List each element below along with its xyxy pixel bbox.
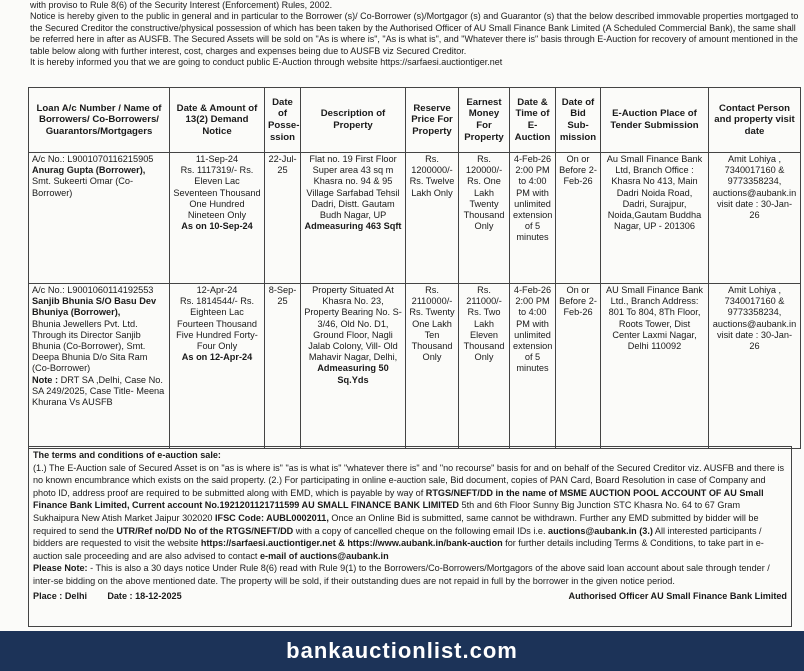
property-area: Admeasuring 463 Sqft [304,221,402,232]
terms-address: 5th and 6th Floor Sunny Big Junction STC Khasra No. 64 to 67 Gram Sukhaipura New Atish Market Jaipur 302020 [33,500,741,523]
earnest-money: Rs. 211000/- Rs. Two Lakh Eleven Thousand Only [459,284,510,449]
possession-date: 8-Sep-25 [265,284,301,449]
account-number: A/c No.: L9001070116215905 [32,154,154,164]
auction-time: 4-Feb-26 2:00 PM to 4:00 PM with unlimited extension of 5 minutes [510,153,556,284]
terms-part-a: (1.) The E-Auction sale of Secured Asset is on "as is where is" "as is what is" "whatever there is" and "no recourse" basis for and on behalf of the Secured Creditor viz. AUSFB and there is no known encumbrance which exists on the said property. (2.) For participating in online e-auction sale, Bid document, copies of PAN Card, Board Resolution in case of Company and photo ID, address proof are required to be submitted along with EMD, which is payable by way of [33,462,784,498]
contact-person: Amit Lohiya , 7340017160 & 9773358234, auctions@aubank.in visit date : 30-Jan-26 [709,153,801,284]
case-note [32,375,166,409]
header-bid: Date of Bid Sub-mission [556,88,601,153]
please-note-text: - This is also a 30 days notice Under Rule 8(6) read with Rule 9(1) to the Borrowers/Co-Borrowers/Mortgagors of the above said loan account about sale through tender / inter-se bidding on the above mentioned date. The property will be sold, if their outstanding dues are not repaid in full by the borrower in the given notice period. [33,563,770,586]
loan-cell [29,153,170,284]
table-header-row [29,88,801,153]
terms-websites: https://sarfaesi.auctiontiger.net & https://www.aubank.in/bank-auction [200,538,503,549]
please-note [33,562,787,587]
terms-part-i: All interested participants / bidders are requested to visit the website [33,525,762,549]
header-description: Description of Property [301,88,406,153]
terms-ifsc: IFSC Code: AUBL0002011, [214,512,329,523]
terms-utr: UTR/Ref no/DD No of the RTGS/NEFT/DD [116,525,294,536]
terms-title: The terms and conditions of e-auction sale: [33,450,221,460]
terms-email: auctions@aubank.in (3.) [548,525,653,536]
property-area: Admeasuring 50 Sq.Yds [317,363,389,385]
header-reserve: Reserve Price For Property [406,88,459,153]
terms-contact-email: e-mail of auctions@aubank.in [260,550,389,561]
terms-part-g: with a copy of cancelled cheque on the following email IDs i.e. [295,525,546,536]
terms-section [28,446,792,627]
auction-place: Au Small Finance Bank Ltd, Branch Office : Khasra No 413, Main Dadri Noida Road, Dadri, Surajpur, Noida,Gautam Buddha Nagar, UP - 201306 [601,153,709,284]
date-label: Date : 18-12-2025 [107,590,182,601]
terms-part-e: Once an Online Bid is submitted, same cannot be withdrawn. Further any EMD submitted by bidder will be required to send the [33,512,759,536]
header-emd: Earnest Money For Property [459,88,510,153]
demand-cell [170,284,265,449]
demand-amount: Rs. 1117319/- Rs. Eleven Lac Seventeen Thousand One Hundred Nineteen Only [173,165,261,221]
authorised-officer: Authorised Officer AU Small Finance Bank Limited [568,590,787,601]
place-date [33,590,182,603]
notice-intro [30,0,800,68]
signature-row [33,590,787,603]
intro-proviso: with proviso to Rule 8(6) of the Security Interest (Enforcement) Rules, 2002. [30,0,333,10]
description-cell [301,284,406,449]
table-row [29,284,801,449]
borrower-name: Sanjib Bhunia S/O Basu Dev Bhuniya (Borrower), [32,296,157,318]
case-note-label: Note : [32,374,59,385]
header-possession: Date of Posse-ssion [265,88,301,153]
intro-notice: Notice is hereby given to the public in general and in particular to the Borrower (s)/ Co-Borrower (s)/Mortgagor (s) and Guarantor (s) that the below described immovable properties mortgaged to the Secured Creditor the constructive/physical possession of which has been taken by the Authorised Officer of AU Small Finance Bank Limited (A Scheduled Commercial Bank), the same shall be referred here in after as AUSFB. The Secured Assets will be sold on "As is where is", "As is what is", and "Whatever there is" basis through E-Auction for recovery of amount mentioned in the table below along with further interest, cost, charges and expenses being due to AUSFB viz Secured Creditor. [30,11,799,56]
header-contact: Contact Person and property visit date [709,88,801,153]
terms-part-k: for further details including Terms & Conditions, to take part in e-auction sale proceeding and are also advised to contact [33,538,764,561]
bid-date: On or Before 2-Feb-26 [556,153,601,284]
intro-website: It is hereby informed you that we are going to conduct public E-Auction through website https://sarfaesi.auctiontiger.net [30,57,503,68]
site-banner: bankauctionlist.com [0,631,804,671]
header-place: E-Auction Place of Tender Submission [601,88,709,153]
table-row [29,153,801,284]
terms-body [33,462,787,563]
possession-date: 22-Jul-25 [265,153,301,284]
demand-as-on: As on 10-Sep-24 [181,221,253,232]
auction-place: AU Small Finance Bank Ltd., Branch Address: 801 To 804, 8Th Floor, Roots Tower, Dist Center Laxmi Nagar, Delhi 110092 [601,284,709,449]
place-label: Place : Delhi [33,590,88,601]
auction-table [28,87,801,449]
co-borrowers: Bhunia Jewellers Pvt. Ltd. Through its Director Sanjib Bhunia (Co-Borrower), Smt. Deepa Bhunia D/o Sita Ram (Co-Borrower) [32,318,148,374]
property-description: Property Situated At Khasra No. 23, Property Bearing No. S-3/46, Old No. D1, Ground Floor, Nagli Jalab Colony, Vill- Old Mahavir Nagar, Delhi, [304,285,402,363]
property-description: Flat no. 19 First Floor Super area 43 sq m Khasra no. 94 & 95 Village Sarfabad Tehsil Dadri, Distt. Gautam Budh Nagar, UP [306,154,400,221]
terms-account: RTGS/NEFT/DD in the name of MSME AUCTION POOL ACCOUNT OF AU Small Finance Bank Limited, Current account No.1921201121711599 AU SMALL FINANCE BANK LIMITED [33,487,764,511]
loan-cell [29,284,170,449]
co-borrowers: Smt. Sukeerti Omar (Co-Borrower) [32,176,134,198]
contact-person: Amit Lohiya , 7340017160 & 9773358234, auctions@aubank.in visit date : 30-Jan-26 [709,284,801,449]
case-note-text: DRT SA ,Delhi, Case No. SA 249/2025, Case Title- Meena Khurana Vs AUSFB [32,374,165,408]
demand-amount: Rs. 1814544/- Rs. Eighteen Lac Fourteen Thousand Five Hundred Forty-Four Only [176,296,258,352]
header-loan: Loan A/c Number / Name of Borrowers/ Co-Borrowers/ Guarantors/Mortgagers [29,88,170,153]
demand-cell [170,153,265,284]
header-demand: Date & Amount of 13(2) Demand Notice [170,88,265,153]
header-time: Date & Time of E-Auction [510,88,556,153]
demand-date: 12-Apr-24 [196,285,238,295]
reserve-price: Rs. 2110000/- Rs. Twenty One Lakh Ten Thousand Only [406,284,459,449]
account-number: A/c No.: L9001060114192553 [32,285,154,295]
reserve-price: Rs. 1200000/- Rs. Twelve Lakh Only [406,153,459,284]
borrower-name: Anurag Gupta (Borrower), [32,165,146,176]
demand-date: 11-Sep-24 [195,154,239,164]
earnest-money: Rs. 120000/- Rs. One Lakh Twenty Thousand Only [459,153,510,284]
bid-date: On or Before 2-Feb-26 [556,284,601,449]
auction-time: 4-Feb-26 2:00 PM to 4:00 PM with unlimited extension of 5 minutes [510,284,556,449]
description-cell [301,153,406,284]
demand-as-on: As on 12-Apr-24 [181,352,253,363]
please-note-label: Please Note: [33,563,88,574]
